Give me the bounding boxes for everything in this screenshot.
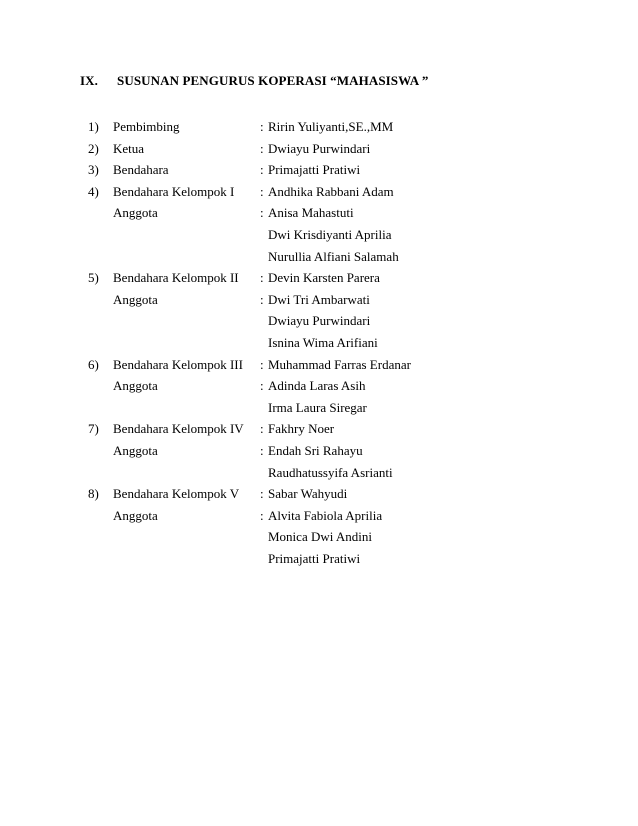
item-role: Bendahara Kelompok I	[113, 183, 235, 199]
item-name: Dwi Tri Ambarwati	[268, 291, 370, 307]
list-item	[0, 138, 638, 160]
item-colon: :	[260, 140, 264, 156]
item-name: Fakhry Noer	[268, 421, 335, 437]
list-item	[0, 418, 638, 440]
item-name: Ririn Yuliyanti,SE.,MM	[268, 119, 394, 134]
item-colon: :	[260, 421, 264, 437]
item-name: Muhammad Farras Erdanar	[268, 356, 411, 372]
item-number: 1)	[88, 119, 99, 134]
list-item	[0, 505, 638, 527]
item-colon: :	[260, 162, 264, 178]
list-item	[0, 116, 638, 138]
list-item	[0, 526, 638, 548]
list-item	[0, 202, 638, 224]
item-role: Bendahara Kelompok IV	[113, 421, 244, 437]
list-item	[0, 310, 638, 332]
item-name: Isnina Wima Arifiani	[268, 334, 378, 350]
item-name: Adinda Laras Asih	[268, 378, 366, 394]
list-item	[0, 397, 638, 419]
item-role: Anggota	[113, 442, 158, 458]
item-colon: :	[260, 378, 264, 394]
item-number: 2)	[88, 140, 99, 156]
list-item	[0, 159, 638, 181]
item-role: Bendahara	[113, 162, 169, 178]
item-role: Bendahara Kelompok III	[113, 356, 243, 372]
item-role: Anggota	[113, 291, 158, 307]
item-role: Pembimbing	[113, 119, 180, 134]
item-colon: :	[260, 119, 264, 134]
item-role: Bendahara Kelompok V	[113, 486, 240, 502]
item-colon: :	[260, 356, 264, 372]
item-name: Raudhatussyifa Asrianti	[268, 464, 393, 480]
item-number: 4)	[88, 183, 99, 199]
item-name: Endah Sri Rahayu	[268, 442, 363, 458]
section-title: SUSUNAN PENGURUS KOPERASI “MAHASISWA ”	[117, 73, 429, 88]
item-name: Dwi Krisdiyanti Aprilia	[268, 226, 392, 242]
item-number: 6)	[88, 356, 99, 372]
item-name: Monica Dwi Andini	[268, 529, 372, 545]
item-colon: :	[260, 205, 264, 221]
list-item	[0, 289, 638, 311]
list-item	[0, 181, 638, 203]
item-colon: :	[260, 442, 264, 458]
item-role: Anggota	[113, 378, 158, 394]
item-number: 3)	[88, 162, 99, 178]
list-item	[0, 440, 638, 462]
item-role: Anggota	[113, 205, 158, 221]
item-name: Devin Karsten Parera	[268, 270, 380, 286]
item-role: Bendahara Kelompok II	[113, 270, 239, 286]
item-number: 5)	[88, 270, 99, 286]
item-name: Andhika Rabbani Adam	[268, 183, 394, 199]
item-name: Nurullia Alfiani Salamah	[268, 248, 399, 264]
list-item	[0, 246, 638, 268]
item-colon: :	[260, 270, 264, 286]
item-name: Sabar Wahyudi	[268, 486, 348, 502]
list-item	[0, 462, 638, 484]
section-number: IX.	[80, 73, 98, 88]
item-colon: :	[260, 183, 264, 199]
item-name: Primajatti Pratiwi	[268, 162, 361, 178]
item-name: Irma Laura Siregar	[268, 399, 367, 415]
item-name: Dwiayu Purwindari	[268, 313, 371, 329]
item-name: Dwiayu Purwindari	[268, 140, 371, 156]
item-number: 7)	[88, 421, 99, 437]
item-role: Ketua	[113, 140, 145, 156]
item-name: Primajatti Pratiwi	[268, 550, 361, 566]
item-role: Anggota	[113, 507, 158, 523]
list-item	[0, 224, 638, 246]
item-name: Alvita Fabiola Aprilia	[268, 507, 383, 523]
list-item	[0, 354, 638, 376]
item-number: 8)	[88, 486, 99, 502]
officer-list	[0, 116, 638, 569]
list-item	[0, 375, 638, 397]
list-item	[0, 332, 638, 354]
item-colon: :	[260, 507, 264, 523]
list-item	[0, 267, 638, 289]
item-name: Anisa Mahastuti	[268, 205, 354, 221]
list-item	[0, 548, 638, 570]
item-colon: :	[260, 291, 264, 307]
item-colon: :	[260, 486, 264, 502]
list-item	[0, 483, 638, 505]
